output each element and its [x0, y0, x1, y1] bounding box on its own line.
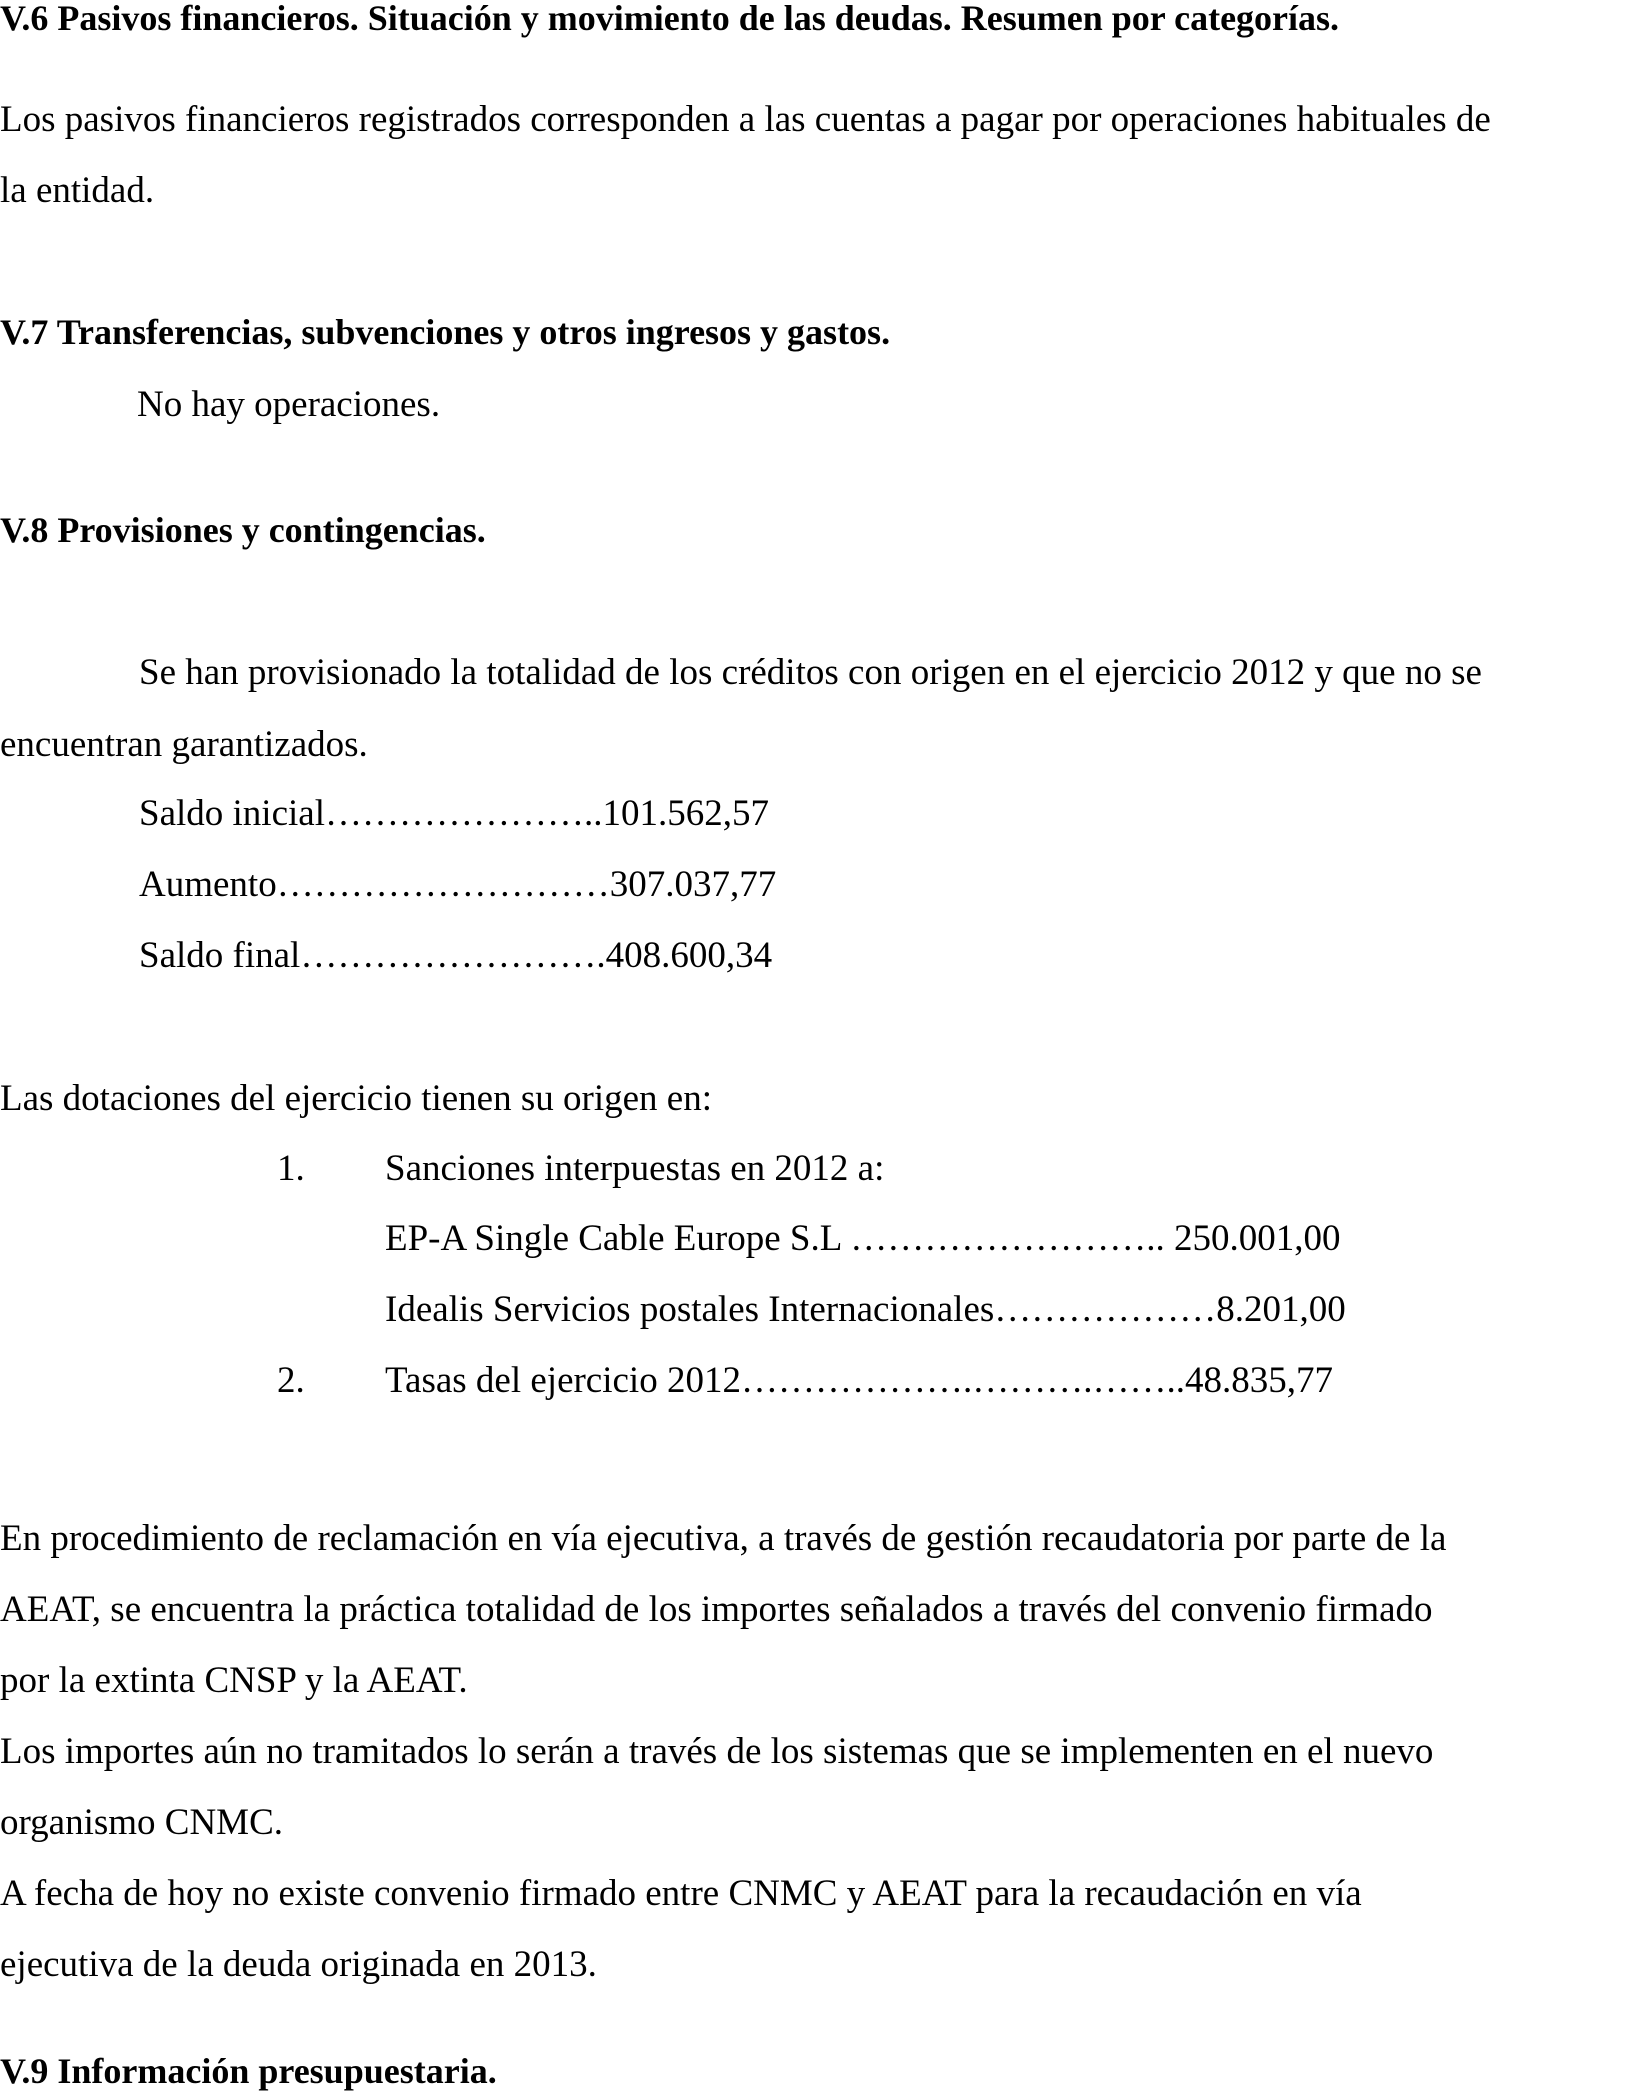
aumento-line: Aumento………………………307.037,77: [139, 864, 777, 905]
list-item-text: Sanciones interpuestas en 2012 a:: [385, 1148, 885, 1189]
paragraph-line: organismo CNMC.: [0, 1802, 284, 1843]
no-operations-text: No hay operaciones.: [137, 384, 441, 425]
paragraph-line: En procedimiento de reclamación en vía ejecutiva, a través de gestión recaudatoria por parte de la: [0, 1518, 1447, 1559]
section-heading-v6: V.6 Pasivos financieros. Situación y movimiento de las deudas. Resumen por categorías.: [0, 0, 1340, 38]
list-item-number: 2.: [277, 1360, 305, 1401]
paragraph-line: AEAT, se encuentra la práctica totalidad de los importes señalados a través del convenio firmado: [0, 1589, 1433, 1630]
paragraph-line: A fecha de hoy no existe convenio firmado entre CNMC y AEAT para la recaudación en vía: [0, 1873, 1362, 1914]
section-heading-v7: V.7 Transferencias, subvenciones y otros ingresos y gastos.: [0, 312, 891, 352]
paragraph-line: encuentran garantizados.: [0, 724, 368, 765]
paragraph-line: Los pasivos financieros registrados corresponden a las cuentas a pagar por operaciones habituales de: [0, 99, 1491, 140]
paragraph-line: ejecutiva de la deuda originada en 2013.: [0, 1944, 597, 1985]
dotaciones-intro: Las dotaciones del ejercicio tienen su origen en:: [0, 1078, 712, 1119]
list-item-number: 1.: [277, 1148, 305, 1189]
section-heading-v8: V.8 Provisiones y contingencias.: [0, 510, 486, 550]
section-heading-v9: V.9 Información presupuestaria.: [0, 2051, 497, 2091]
sub-item-line: Idealis Servicios postales Internacionales………………8.201,00: [385, 1289, 1346, 1330]
paragraph-line: por la extinta CNSP y la AEAT.: [0, 1660, 468, 1701]
sub-item-line: EP-A Single Cable Europe S.L …………………….. 250.001,00: [385, 1218, 1341, 1259]
paragraph-line: la entidad.: [0, 170, 155, 211]
list-item-text: Tasas del ejercicio 2012……………….……….……..48.835,77: [385, 1360, 1333, 1401]
saldo-inicial-line: Saldo inicial…………………..101.562,57: [139, 793, 769, 834]
paragraph-line: Se han provisionado la totalidad de los créditos con origen en el ejercicio 2012 y que no se: [139, 652, 1482, 693]
paragraph-line: Los importes aún no tramitados lo serán a través de los sistemas que se implementen en el nuevo: [0, 1731, 1434, 1772]
saldo-final-line: Saldo final…………………….408.600,34: [139, 935, 773, 976]
